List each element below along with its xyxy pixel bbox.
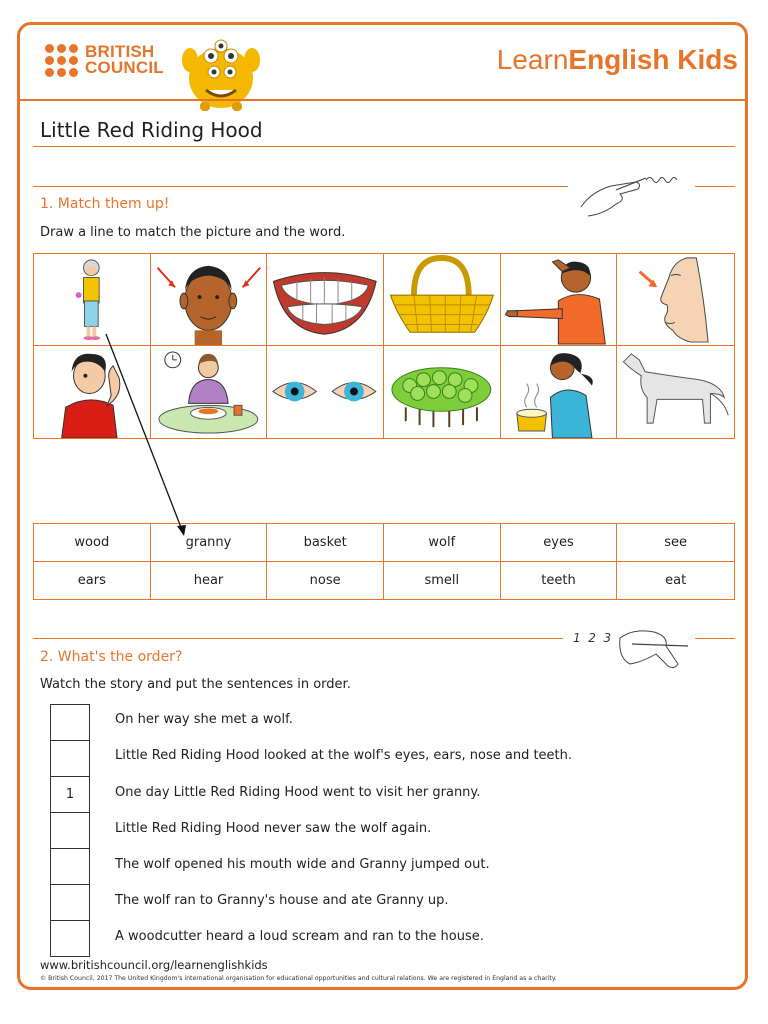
- hear-picture[interactable]: [34, 346, 151, 438]
- pencil-hand-icon: [612, 624, 692, 680]
- order-sentence: On her way she met a wolf.: [115, 712, 293, 727]
- order-box[interactable]: [50, 884, 90, 921]
- footer-copyright: © British Council, 2017 The United Kingdom's international organisation for educational opportunities and cultural relations. We are registered in England as a charity.: [40, 975, 557, 982]
- section1-instruction: Draw a line to match the picture and the word.: [40, 225, 346, 240]
- order-sentence: The wolf opened his mouth wide and Granny jumped out.: [115, 857, 490, 872]
- learnenglish-kids-logo: [497, 44, 738, 76]
- order-box[interactable]: 1: [50, 776, 90, 813]
- order-box[interactable]: [50, 740, 90, 777]
- title-divider: [33, 146, 735, 147]
- order-box[interactable]: [50, 920, 90, 957]
- ears-picture[interactable]: [151, 254, 268, 346]
- eat-picture[interactable]: [151, 346, 268, 438]
- logo-dots-icon: [45, 44, 81, 80]
- order-box[interactable]: [50, 848, 90, 885]
- org-name: BRITISH COUNCIL: [85, 42, 164, 77]
- order-sentence: Little Red Riding Hood looked at the wolf's eyes, ears, nose and teeth.: [115, 748, 573, 763]
- order-sentence: One day Little Red Riding Hood went to visit her granny.: [115, 785, 481, 800]
- word-cell[interactable]: hear: [151, 562, 268, 600]
- writing-hand-icon: [576, 172, 691, 222]
- word-cell[interactable]: smell: [384, 562, 501, 600]
- word-cell[interactable]: eat: [665, 572, 687, 588]
- word-cell[interactable]: see: [617, 524, 734, 562]
- word-cell[interactable]: nose: [267, 562, 384, 600]
- word-table: [33, 523, 735, 600]
- teeth-picture[interactable]: [267, 254, 384, 346]
- logo-learn: Learn: [496, 44, 569, 75]
- header-divider: [20, 99, 745, 101]
- order-box[interactable]: [50, 704, 90, 741]
- logo-kids: Kids: [669, 44, 738, 75]
- page-frame: [17, 22, 748, 990]
- section1-rule-end: [695, 186, 735, 187]
- basket-picture[interactable]: [384, 254, 501, 346]
- section1-heading: 1. Match them up!: [40, 196, 170, 212]
- section2-rule: [33, 638, 563, 639]
- wolf-picture[interactable]: [617, 346, 734, 438]
- word-cell[interactable]: teeth: [501, 562, 618, 600]
- order-sentence: The wolf ran to Granny's house and ate Granny up.: [115, 893, 449, 908]
- granny-picture[interactable]: [34, 254, 151, 346]
- section1-rule: [33, 186, 568, 187]
- word-cell[interactable]: wood: [34, 524, 151, 562]
- section2-rule-end: [695, 638, 735, 639]
- word-cell[interactable]: granny: [151, 524, 268, 562]
- nose-picture[interactable]: [617, 254, 734, 346]
- order-numbers-deco: 1 2 3: [573, 631, 612, 645]
- wood-picture[interactable]: [384, 346, 501, 438]
- smell-picture[interactable]: [501, 346, 618, 438]
- order-sentence: Little Red Riding Hood never saw the wolf again.: [115, 821, 432, 836]
- word-cell[interactable]: eyes: [501, 524, 618, 562]
- section2-instruction: Watch the story and put the sentences in order.: [40, 677, 351, 692]
- see-picture[interactable]: [501, 254, 618, 346]
- word-cell[interactable]: ears: [34, 562, 151, 600]
- logo-english: English: [568, 44, 670, 75]
- order-sentence: A woodcutter heard a loud scream and ran to the house.: [115, 929, 484, 944]
- order-box[interactable]: [50, 812, 90, 849]
- footer-url[interactable]: www.britishcouncil.org/learnenglishkids: [40, 958, 268, 972]
- section2-heading: 2. What's the order?: [40, 649, 183, 665]
- eyes-picture[interactable]: [267, 346, 384, 438]
- picture-grid: [33, 253, 735, 439]
- word-cell[interactable]: basket: [267, 524, 384, 562]
- page-title: Little Red Riding Hood: [40, 118, 263, 142]
- word-cell[interactable]: wolf: [384, 524, 501, 562]
